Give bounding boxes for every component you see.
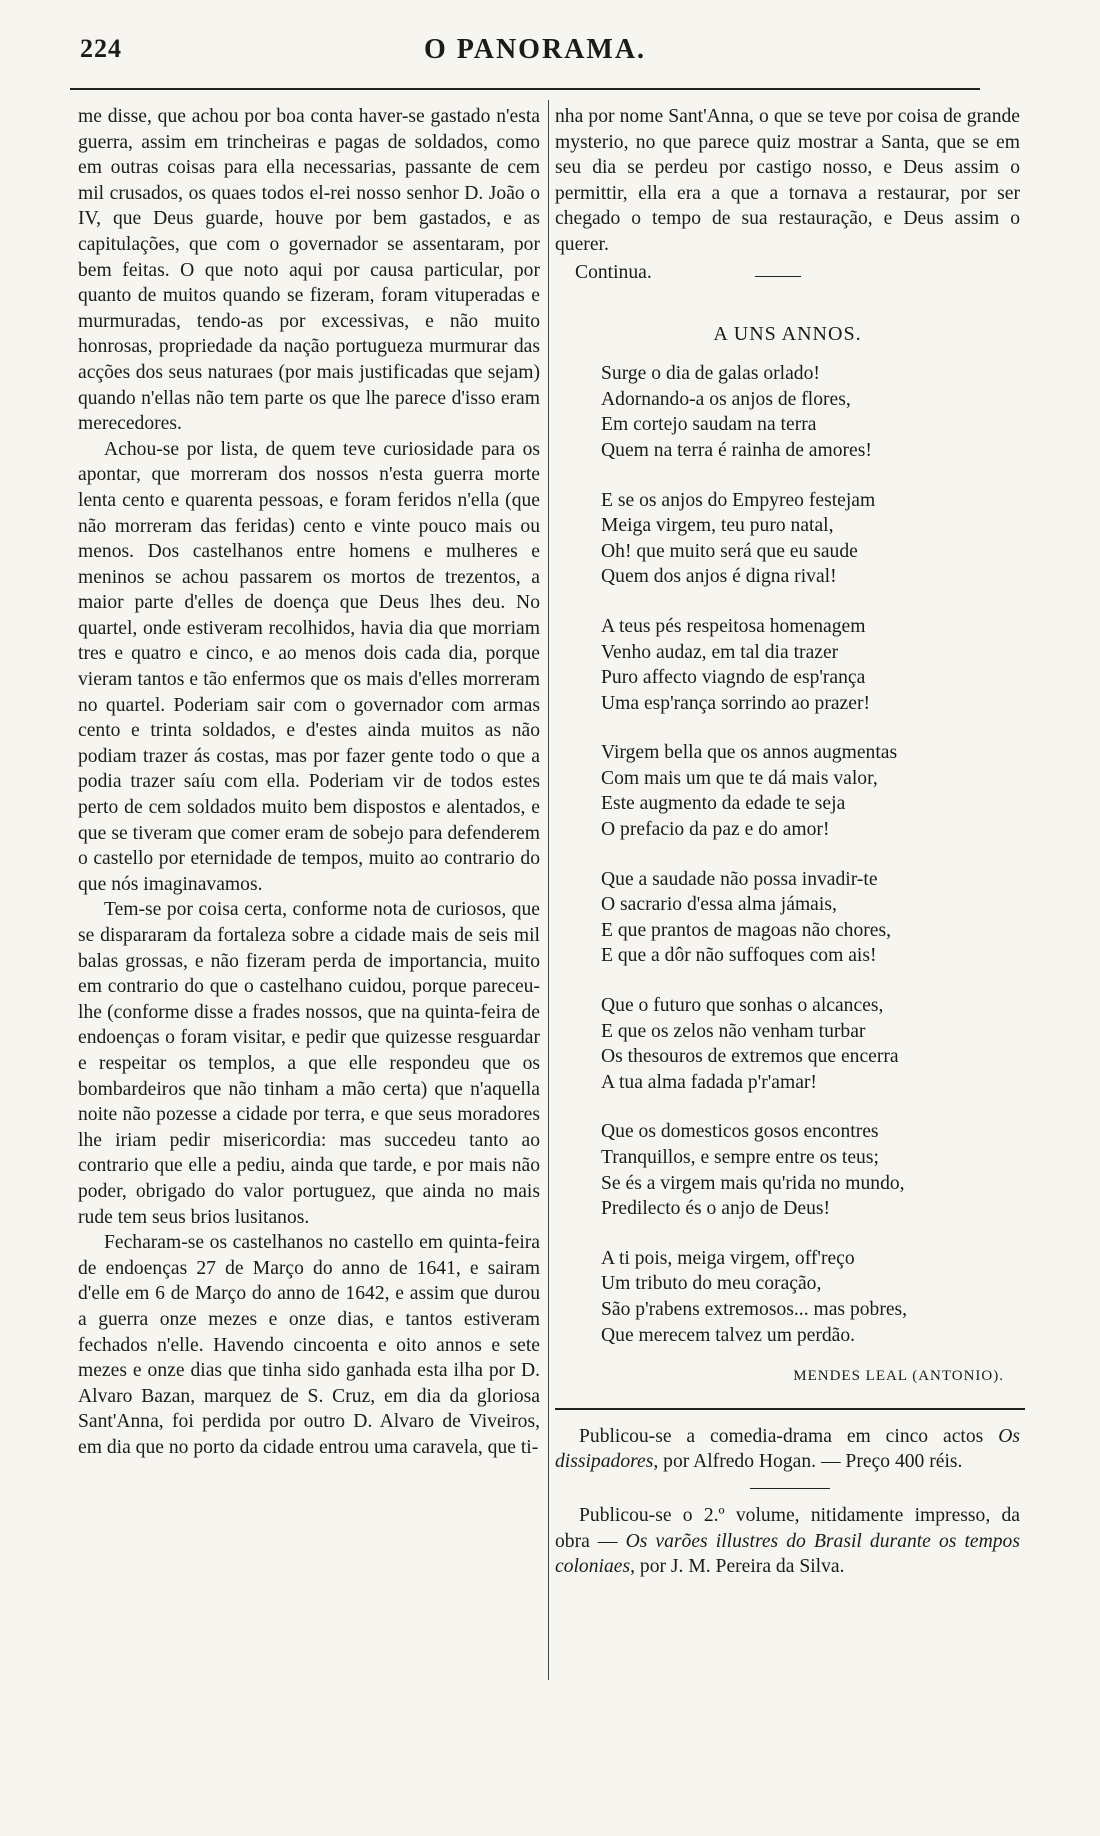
poem-signature: MENDES LEAL (ANTONIO). [793,1368,1004,1385]
poem-stanza [601,867,1020,969]
poem-line: Com mais um que te dá mais valor, [601,767,878,789]
poem-line: Adornando-a os anjos de flores, [601,388,851,410]
left-column [78,104,540,1460]
right-column [555,104,1020,1580]
poem-line: Este augmento da edade te seja [601,793,846,815]
article-paragraph: me disse, que achou por boa conta haver-se gastado n'esta guerra, assim em trincheiras e pagas de soldados, como em outras coisas para ella necessarias, passante de cem mil crusados, os quaes todos el-rei nosso senhor D. João o IV, que Deus guarde, houve por bem gastados, e as capitulações, que com o governador se assentaram, por bem feitas. O que noto aqui por causa particular, por quanto de muitos quando se fizeram, foram vituperadas e murmuradas, tendo-as por excessivas, e não muito honrosas, propriedade da nação portugueza murmurar das acções dos seus naturaes (por mais justificadas que sejam) quando n'ellas não tem parte os que lhe parece d'isso eram merecedores. [78,106,540,435]
poem-line: Meiga virgem, teu puro natal, [601,515,834,537]
header-rule [70,88,980,90]
page-header [60,26,1010,76]
poem-stanza [601,614,1020,716]
poem-stanza [601,1246,1020,1348]
poem-line: Predilecto és o anjo de Deus! [601,1198,831,1220]
continua-line [555,260,1020,286]
continua-rule [755,276,801,277]
poem-line: Quem dos anjos é digna rival! [601,566,837,588]
section-separator [555,1390,1020,1424]
poem-stanza [601,993,1020,1095]
poem-stanza [601,1119,1020,1221]
notice-work-title: Os varões illustres do Brasil durante os tempos coloniaes [555,1530,1020,1578]
notice-text: Publicou-se a comedia-drama em cinco actos [579,1425,999,1447]
poem-line: E que os zelos não venham turbar [601,1020,866,1042]
poem-line: Venho audaz, em tal dia trazer [601,641,839,663]
column-divider [548,100,549,1680]
poem-line: Um tributo do meu coração, [601,1273,822,1295]
section-rule [555,1408,1025,1410]
page-number: 224 [80,34,122,63]
poem-line: Que merecem talvez um perdão. [601,1324,856,1346]
poem-line: Se és a virgem mais qu'rida no mundo, [601,1172,905,1194]
poem-line: Puro affecto viagndo de esp'rança [601,667,866,689]
poem-line: Que os domesticos gosos encontres [601,1121,879,1143]
periodical-title: O PANORAMA. [423,34,647,65]
poem [555,361,1020,1348]
poem-line: Quem na terra é rainha de amores! [601,439,872,461]
poem-line: O sacrario d'essa alma jámais, [601,894,837,916]
notice-rule [750,1488,830,1489]
poem-line: A tua alma fadada p'r'amar! [601,1071,817,1093]
poem-line: A ti pois, meiga virgem, off'reço [601,1247,855,1269]
poem-line: Surge o dia de galas orlado! [601,363,820,385]
continua-label: Continua. [575,261,652,283]
poem-line: Uma esp'rança sorrindo ao prazer! [601,692,871,714]
poem-line: E que prantos de magoas não chores, [601,919,892,941]
notice-text: Publicou-se o 2.º volume, nitidamente impresso, da obra — [555,1504,1020,1552]
notice [555,1503,1020,1580]
notice [555,1424,1020,1475]
poem-line: Tranquillos, e sempre entre os teus; [601,1147,879,1168]
notice-work-title: Os dissipadores [555,1425,1020,1473]
poem-stanza [601,740,1020,842]
poem-line: Em cortejo saudam na terra [601,414,817,436]
article-paragraph: Tem-se por coisa certa, conforme nota de curiosos, que se dispararam da fortaleza sobre a cidade mais de seis mil balas grossas, e não fizeram perda de importancia, muito em contrario do que o castelhano cuidou, porque pareceu-lhe (conforme disse a frades nossos, que na quinta-feira de endoenças o foram visitar, e pedir que quizesse resguardar e respeitar os templos, a que elle respondeu que os bombardeiros que não tinham a mão certa) que n'aquella noite não pozesse a cidade por terra, e que seus moradores lhe iriam pedir misericordia: mas succedeu tanto ao contrario que elle a pediu, ainda que tarde, e por mais não poder, obrigado do valor portuguez, que ainda no mais rude tem seus brios lusitanos. [78,899,540,1228]
poem-line: Que o futuro que sonhas o alcances, [601,995,884,1017]
poem-title: A UNS ANNOS. [713,322,862,345]
poem-line: A teus pés respeitosa homenagem [601,615,866,637]
poem-line: Que a saudade não possa invadir-te [601,868,878,890]
poem-line: O prefacio da paz e do amor! [601,819,830,841]
poem-line: Os thesouros de extremos que encerra [601,1046,899,1068]
notice-text: , por J. M. Pereira da Silva. [630,1556,845,1578]
poem-stanza [601,361,1020,463]
poem-line: Virgem bella que os annos augmentas [601,742,898,764]
poem-line: E que a dôr não suffoques com ais! [601,945,877,967]
poem-stanza [601,488,1020,590]
notice-text: , por Alfredo Hogan. — Preço 400 réis. [653,1451,963,1473]
article-paragraph: Fecharam-se os castelhanos no castello em quinta-feira de endoenças 27 de Março do anno de 1641, e sairam d'elle em 6 de Março do anno de 1642, e assim que durou a guerra onze mezes e onze dias, e tantos estiveram fechados n'elle. Havendo cincoenta e oito annos e sete mezes e onze dias que tinha sido ganhada esta ilha por D. Alvaro Bazan, marquez de S. Cruz, em dia da gloriosa Sant'Anna, foi perdida por outro D. Alvaro de Viveiros, em dia que no porto da cidade entrou uma caravela, que ti- [78,1232,540,1458]
poem-line: Oh! que muito será que eu saude [601,540,858,562]
poem-line: São p'rabens extremosos... mas pobres, [601,1298,908,1320]
article-paragraph: Achou-se por lista, de quem teve curiosidade para os apontar, que morreram dos nossos n'esta guerra morte lenta cento e quarenta pessoas, e foram feridos n'ella (que não morreram das feridas) cento e vinte pouco mais ou menos. Dos castelhanos entre homens e mulheres e meninos se achou passarem os mortos de trezentos, a maior parte d'elles de doença que Deus lhes deu. No quartel, onde estiveram recolhidos, havia dia que morriam tres e quatro e cinco, e ao menos dois cada dia, porque vieram tantos e tão enfermos que os mais d'elles morreram no quartel. Poderiam sair com o governador com armas cento e trinta soldados, e d'estes ainda muitos as não podiam trazer ás costas, mas por fazer gente todo o que a podia trazer saíu com ella. Poderiam vir de todos estes perto de cem soldados muito bem dispostos e alentados, e que se tiveram que comer eram de sobejo para defenderem o castello por eternidade de tempos, muito ao contrario do que nós imaginavamos. [78,438,540,895]
article-continuation: nha por nome Sant'Anna, o que se teve por coisa de grande mysterio, no que parece quiz mostrar a Santa, que se em seu dia se perdeu por castigo nosso, e Deus assim o permittir, ella era a que a tornava a restaurar, por ser chegado o tempo de sua restauração, e Deus assim o querer. [555,106,1020,255]
notice-separator [555,1475,1020,1503]
poem-line: E se os anjos do Empyreo festejam [601,489,876,511]
